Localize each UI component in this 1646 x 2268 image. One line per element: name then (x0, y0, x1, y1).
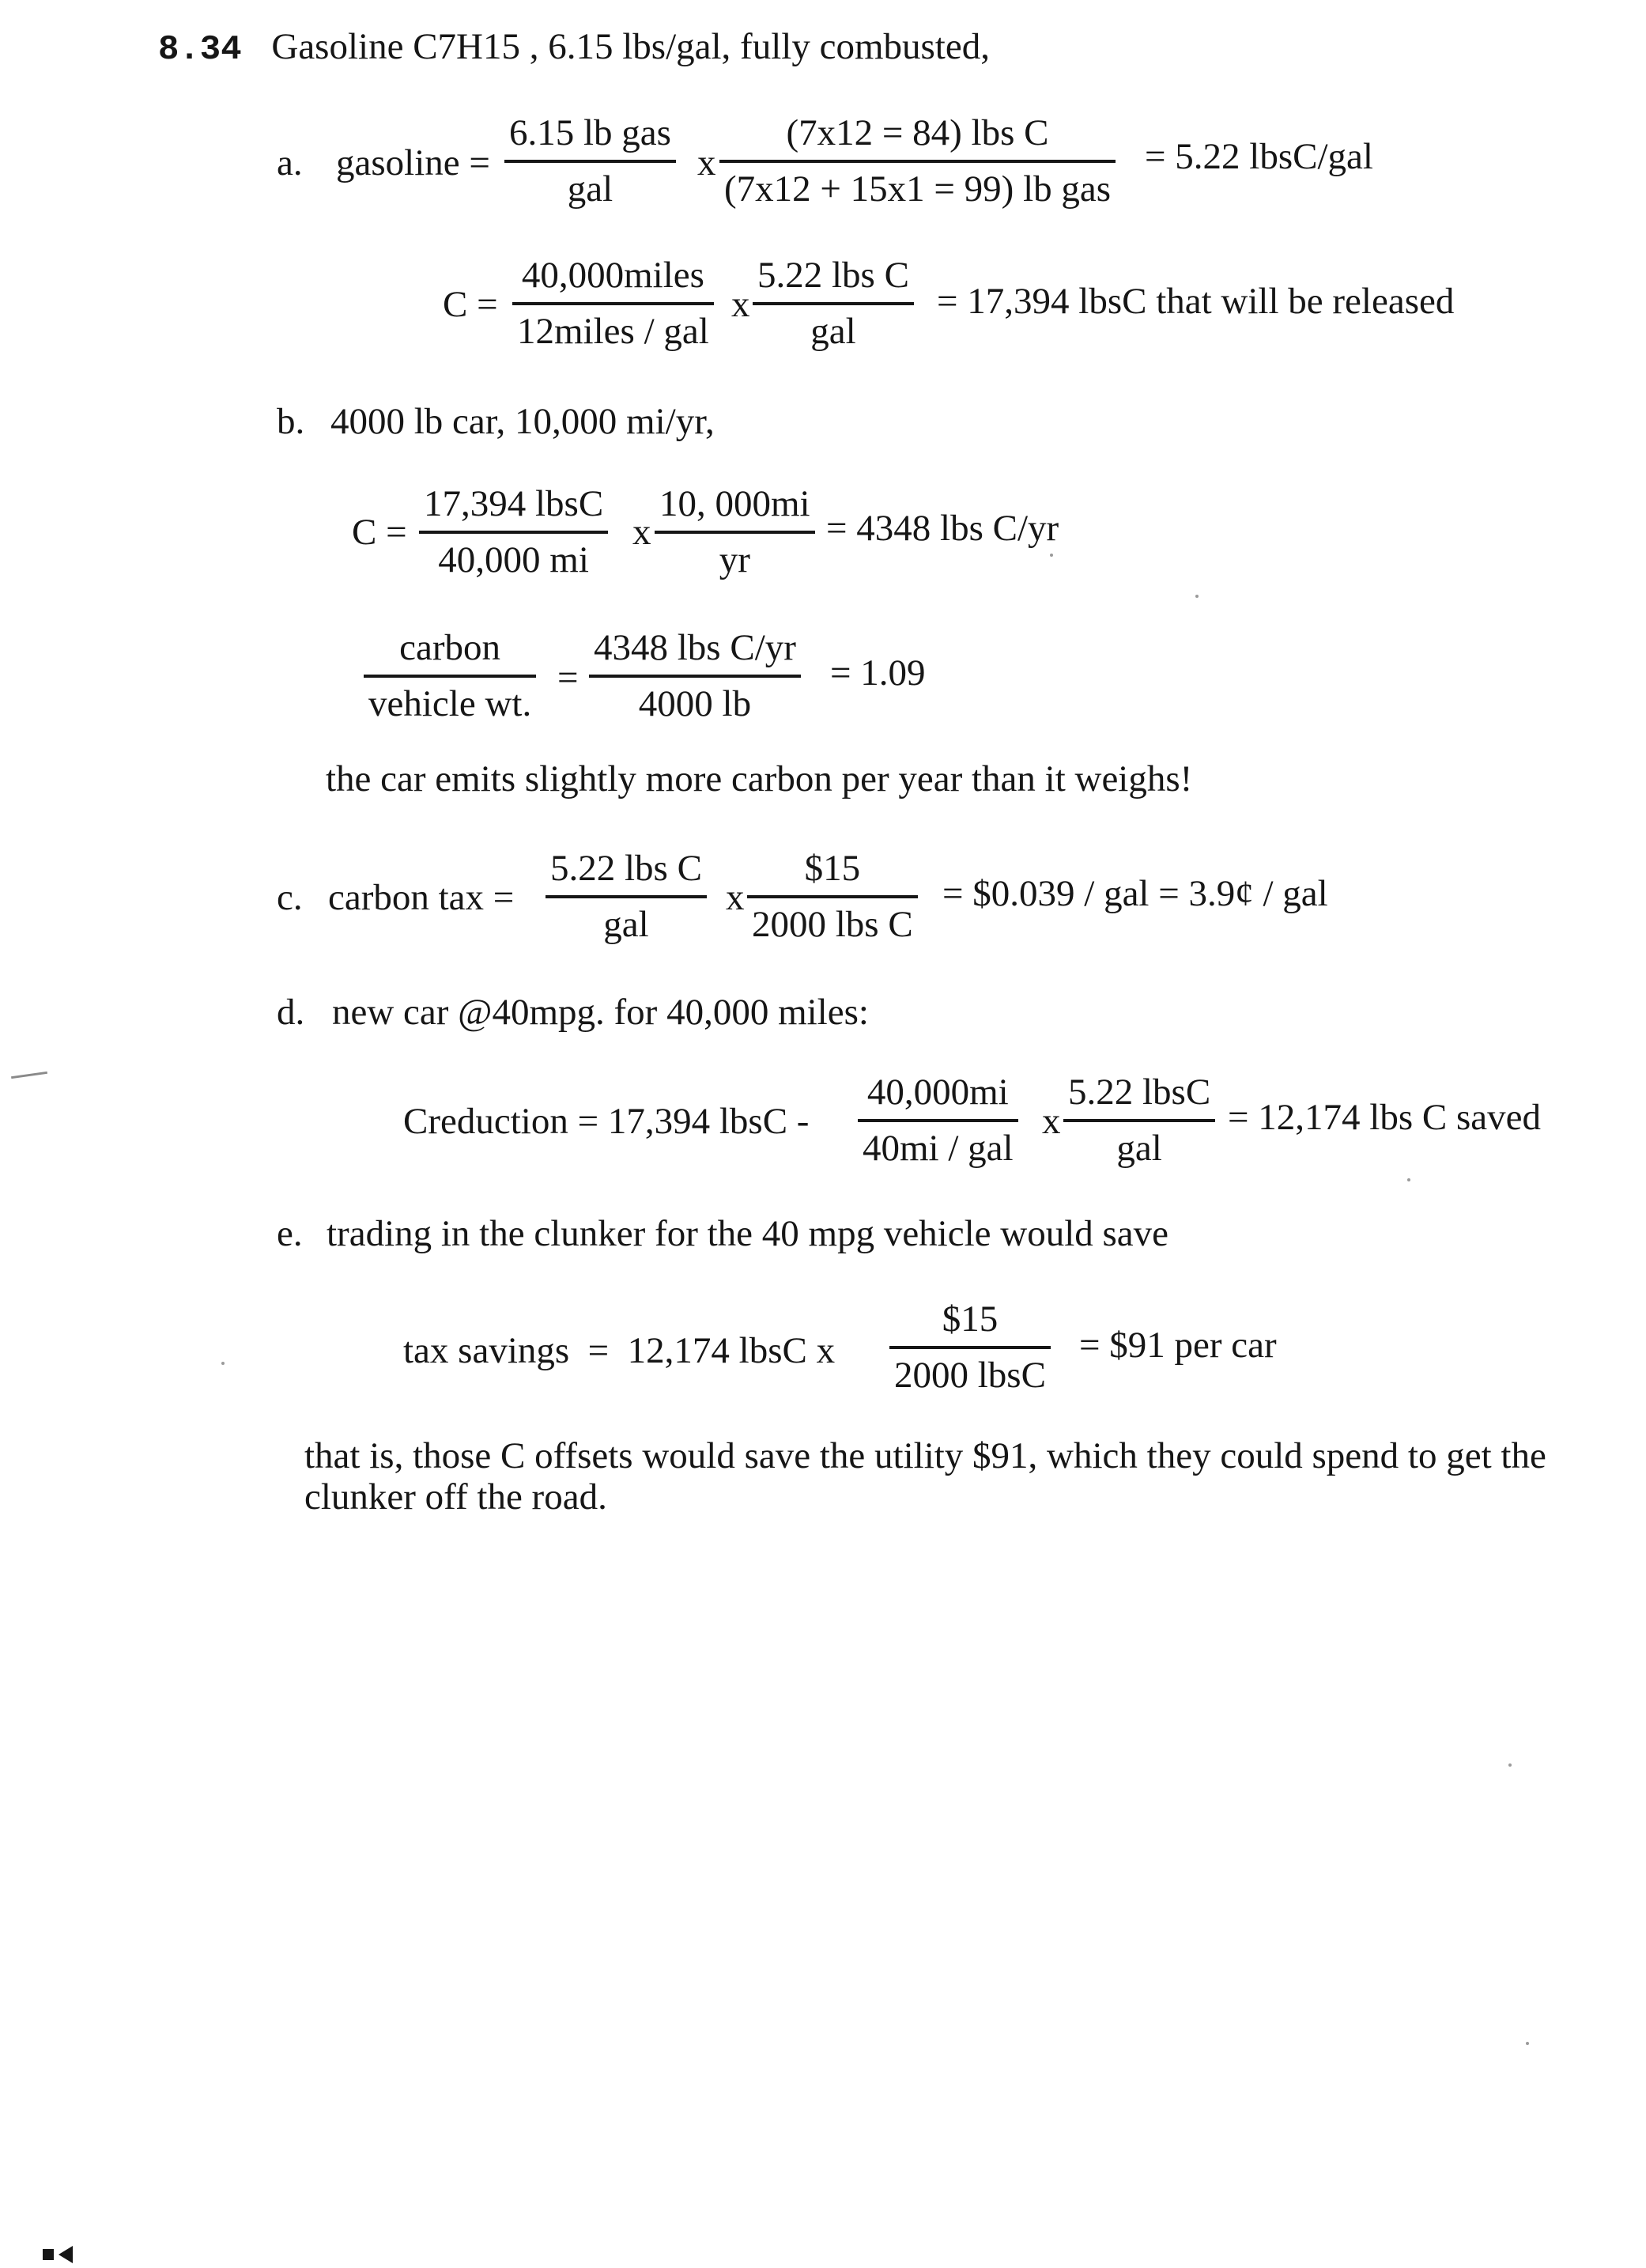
scan-speck (1050, 554, 1053, 557)
part-e-fraction-denominator: 2000 lbsC (894, 1355, 1046, 1396)
scan-mark (11, 1072, 47, 1079)
fraction-bar (747, 895, 918, 898)
part-e-text: trading in the clunker for the 40 mpg vehicle would save (327, 1213, 1169, 1254)
part-c-times: x (726, 877, 745, 918)
fraction-bar (364, 675, 536, 678)
part-a-lhs: gasoline = (336, 142, 490, 183)
part-b-eq2-fraction-1 (364, 629, 536, 723)
part-a-eq2-fraction-2-denominator: gal (810, 311, 856, 352)
part-a-eq2-fraction-1-denominator: 12miles / gal (517, 311, 709, 352)
scan-speck (1526, 2042, 1529, 2045)
part-c-fraction-1-numerator: 5.22 lbs C (550, 848, 702, 889)
part-a-fraction-1-numerator: 6.15 lb gas (509, 112, 671, 153)
part-d-result: = 12,174 lbs C saved (1228, 1097, 1541, 1138)
part-a-fraction-1-denominator: gal (567, 168, 613, 210)
part-e-result: = $91 per car (1079, 1325, 1277, 1366)
part-c-lhs: carbon tax = (328, 877, 515, 918)
part-b-text: 4000 lb car, 10,000 mi/yr, (330, 401, 715, 442)
part-e-fraction (889, 1298, 1051, 1396)
part-d-fraction-1-numerator: 40,000mi (866, 1072, 1009, 1113)
part-d-fraction-2-numerator: 5.22 lbsC (1068, 1072, 1211, 1113)
part-b-eq2-fraction-2 (589, 629, 801, 723)
part-b-eq1-fraction-2-denominator: yr (719, 539, 750, 580)
part-b-eq2-fraction-1-numerator: carbon (399, 627, 501, 668)
part-a-eq2-lhs: C = (443, 284, 498, 325)
part-d-times: x (1042, 1101, 1061, 1142)
part-b-eq1-lhs: C = (352, 512, 407, 553)
part-d-fraction-1-denominator: 40mi / gal (863, 1128, 1014, 1169)
part-e-label: e. (277, 1213, 303, 1254)
part-b-eq2-fraction-2-denominator: 4000 lb (638, 683, 752, 724)
fraction-bar (858, 1119, 1018, 1122)
part-c-fraction-2 (747, 850, 918, 943)
part-b-eq2-fraction-2-numerator: 4348 lbs C/yr (594, 627, 796, 668)
part-e-fraction-numerator: $15 (942, 1298, 999, 1340)
fraction-bar (419, 531, 608, 534)
part-b-eq1-fraction-1-numerator: 17,394 lbsC (424, 483, 604, 524)
part-b-eq1-result: = 4348 lbs C/yr (826, 508, 1059, 549)
scan-speck (1508, 1763, 1512, 1767)
page-corner-mark-icon (43, 2246, 74, 2262)
part-a-times: x (697, 142, 716, 183)
part-a-fraction-2-denominator: (7x12 + 15x1 = 99) lb gas (724, 168, 1112, 210)
fraction-bar (504, 160, 676, 163)
part-e-lhs: tax savings = 12,174 lbsC x (403, 1330, 836, 1371)
part-b-eq1-fraction-1-denominator: 40,000 mi (438, 539, 589, 580)
part-a-eq2-fraction-2-numerator: 5.22 lbs C (757, 255, 909, 296)
part-b-eq2-equals: = (557, 657, 579, 698)
part-c-fraction-1-denominator: gal (603, 904, 649, 945)
part-c-result: = $0.039 / gal = 3.9¢ / gal (942, 873, 1328, 914)
part-d-fraction-2-denominator: gal (1116, 1128, 1162, 1169)
fraction-bar (1063, 1119, 1215, 1122)
part-b-eq1-fraction-2-numerator: 10, 000mi (659, 483, 810, 524)
part-d-text: new car @40mpg. for 40,000 miles: (332, 992, 869, 1033)
part-b-conclusion: the car emits slightly more carbon per year than it weighs! (326, 758, 1193, 799)
problem-statement: Gasoline C7H15 , 6.15 lbs/gal, fully combusted, (271, 26, 990, 67)
fraction-bar (589, 675, 801, 678)
part-c-fraction-2-numerator: $15 (804, 848, 861, 889)
part-b-label: b. (277, 401, 305, 442)
part-d-fraction-1 (858, 1074, 1018, 1167)
scan-speck (1195, 595, 1199, 598)
part-c-label: c. (277, 877, 303, 918)
part-a-fraction-1 (504, 112, 676, 210)
fraction-bar (546, 895, 707, 898)
scan-speck (1407, 1178, 1410, 1181)
part-b-eq2-fraction-1-denominator: vehicle wt. (368, 683, 532, 724)
part-a-eq2-fraction-1 (512, 257, 714, 350)
fraction-bar (512, 302, 714, 305)
part-a-eq2-result: = 17,394 lbsC that will be released (937, 281, 1455, 322)
fraction-bar (889, 1346, 1051, 1349)
part-d-lhs: Creduction = 17,394 lbsC - (403, 1101, 810, 1142)
fraction-bar (655, 531, 815, 534)
part-a-fraction-2-numerator: (7x12 = 84) lbs C (786, 112, 1049, 153)
part-a-eq2-fraction-2 (753, 257, 914, 350)
part-a-fraction-2 (719, 112, 1116, 210)
problem-number: 8.34 (158, 30, 242, 70)
part-c-fraction-2-denominator: 2000 lbs C (752, 904, 913, 945)
part-c-fraction-1 (546, 850, 707, 943)
part-a-label: a. (277, 142, 303, 183)
part-b-eq2-result: = 1.09 (830, 652, 926, 694)
part-a-result: = 5.22 lbsC/gal (1145, 136, 1373, 177)
part-d-label: d. (277, 992, 305, 1033)
part-b-eq1-fraction-2 (655, 483, 815, 580)
part-a-eq2-times: x (731, 284, 750, 325)
part-a-eq2-fraction-1-numerator: 40,000miles (521, 255, 704, 296)
fraction-bar (719, 160, 1116, 163)
scan-speck (221, 1362, 225, 1365)
problem-heading (158, 26, 990, 70)
fraction-bar (753, 302, 914, 305)
part-d-fraction-2 (1063, 1074, 1215, 1167)
part-b-eq1-fraction-1 (419, 483, 608, 580)
part-e-conclusion-line-2: clunker off the road. (304, 1476, 607, 1518)
part-e-conclusion-line-1: that is, those C offsets would save the utility $91, which they could spend to get the (304, 1435, 1546, 1476)
part-b-eq1-times: x (632, 512, 651, 553)
